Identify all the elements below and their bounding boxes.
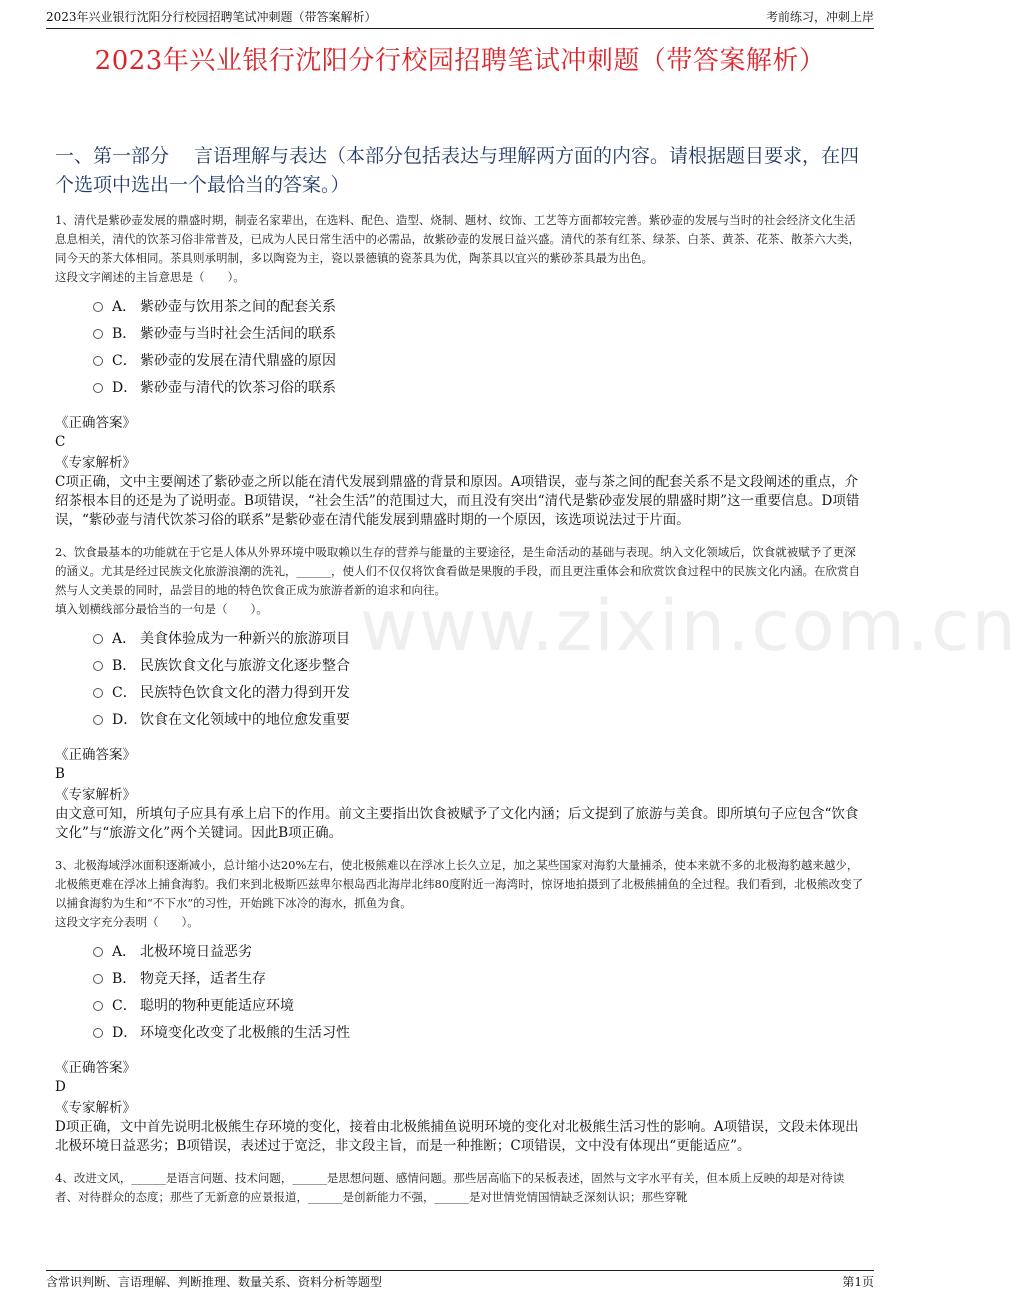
explanation-text: D项正确，文中首先说明北极熊生存环境的变化，接着由北极熊捕鱼说明环境的变化对北极熊生活习性的影响。A项错误，文段未体现出北极环境日益恶劣；B项错误，表述过于宽泛，非文段主旨，而是一种推断；C项错误，文中没有体现出“更能适应”。	[55, 1119, 859, 1154]
header-right-text: 考前练习，冲刺上岸	[765, 10, 874, 24]
page-header	[46, 8, 874, 29]
watermark: www.zixin.com.cn	[360, 585, 1018, 667]
option-letter: B．	[112, 970, 137, 987]
option-c[interactable]	[93, 991, 865, 1018]
option-b[interactable]	[93, 319, 865, 346]
option-text: 物竞天择，适者生存	[140, 970, 266, 987]
option-text: 紫砂壶与当时社会生活间的联系	[140, 325, 336, 342]
option-text: 紫砂壶的发展在清代鼎盛的原因	[140, 352, 336, 369]
radio-icon[interactable]	[93, 947, 103, 957]
answer-label: 《正确答案》	[55, 415, 136, 431]
option-text: 环境变化改变了北极熊的生活习性	[140, 1024, 350, 1041]
option-letter: C．	[112, 997, 137, 1014]
option-letter: A．	[112, 943, 137, 960]
header-left-text: 2023年兴业银行沈阳分行校园招聘笔试冲刺题（带答案解析）	[46, 10, 377, 24]
page-number: 第1页	[842, 1275, 874, 1289]
option-list	[93, 292, 865, 400]
option-list	[93, 937, 865, 1045]
explanation-text: 由文意可知，所填句子应具有承上启下的作用。前文主要指出饮食被赋予了文化内涵；后文提到了旅游与美食。即所填句子应包含“饮食文化”与“旅游文化”两个关键词。因此B项正确。	[55, 806, 859, 841]
option-letter: C．	[112, 352, 137, 369]
answer-value: C	[55, 434, 66, 450]
section-heading: 一、第一部分 言语理解与表达（本部分包括表达与理解两方面的内容。请根据题目要求，在四个选项中选出一个最恰当的答案。）	[55, 145, 860, 196]
option-letter: B．	[112, 657, 137, 674]
option-b[interactable]	[93, 651, 865, 678]
option-letter: A．	[112, 298, 137, 315]
option-text: 民族特色饮食文化的潜力得到开发	[140, 684, 350, 701]
question-prompt: 这段文字阐述的主旨意思是（ ）。	[55, 270, 245, 284]
option-text: 民族饮食文化与旅游文化逐步整合	[140, 657, 350, 674]
option-b[interactable]	[93, 964, 865, 991]
radio-icon[interactable]	[93, 688, 103, 698]
option-d[interactable]	[93, 373, 865, 400]
question-2	[55, 543, 865, 843]
question-text: 4、改进文风，______是语言问题、技术问题，______是思想问题、感情问题。那些居高临下的呆板表述，固然与文字水平有关，但本质上反映的却是对待读者、对待群众的态度；那些了无新意的应景报道，______是创新能力不强，______是对世情党情国情缺乏深刻认识；那些穿靴	[55, 1171, 845, 1204]
document-title: 2023年兴业银行沈阳分行校园招聘笔试冲刺题（带答案解析）	[94, 46, 826, 76]
option-a[interactable]	[93, 624, 865, 651]
option-c[interactable]	[93, 678, 865, 705]
option-text: 饮食在文化领域中的地位愈发重要	[140, 711, 350, 728]
explanation-label: 《专家解析》	[55, 455, 136, 471]
question-list	[55, 211, 865, 1207]
question-text: 2、饮食最基本的功能就在于它是人体从外界环境中吸取赖以生存的营养与能量的主要途径，是生命活动的基础与表现。纳入文化领域后，饮食就被赋予了更深的涵义。尤其是经过民族文化旅游浪潮的洗礼，______，使人们不仅仅将饮食看做是果腹的手段，而且更注重体会和欣赏饮食过程中的民族文化内涵。在欣赏自然与人文美景的同时，品尝目的地的特色饮食正成为旅游者新的追求和向往。	[55, 545, 860, 597]
question-1	[55, 211, 865, 530]
radio-icon[interactable]	[93, 1001, 103, 1011]
option-letter: C．	[112, 684, 137, 701]
answer-value: B	[55, 766, 65, 782]
radio-icon[interactable]	[93, 302, 103, 312]
radio-icon[interactable]	[93, 715, 103, 725]
option-d[interactable]	[93, 705, 865, 732]
option-letter: D．	[112, 379, 138, 396]
radio-icon[interactable]	[93, 974, 103, 984]
option-letter: D．	[112, 711, 138, 728]
answer-label: 《正确答案》	[55, 747, 136, 763]
option-letter: A．	[112, 630, 137, 647]
option-list	[93, 624, 865, 732]
option-c[interactable]	[93, 346, 865, 373]
option-d[interactable]	[93, 1018, 865, 1045]
answer-value: D	[55, 1079, 66, 1095]
option-letter: D．	[112, 1024, 138, 1041]
question-prompt: 这段文字充分表明（ ）。	[55, 915, 199, 929]
answer-label: 《正确答案》	[55, 1060, 136, 1076]
radio-icon[interactable]	[93, 1028, 103, 1038]
radio-icon[interactable]	[93, 661, 103, 671]
option-a[interactable]	[93, 292, 865, 319]
question-prompt: 填入划横线部分最恰当的一句是（ ）。	[55, 602, 268, 616]
option-text: 聪明的物种更能适应环境	[140, 997, 294, 1014]
question-3	[55, 856, 865, 1156]
question-text: 1、清代是紫砂壶发展的鼎盛时期，制壶名家辈出，在选料、配色、造型、烧制、题材、纹饰、工艺等方面都较完善。紫砂壶的发展与当时的社会经济文化生活息息相关，清代的饮茶习俗非常普及，已成为人民日常生活中的必需品，故紫砂壶的发展日益兴盛。清代的茶有红茶、绿茶、白茶、黄茶、花茶、散茶六大类，同今天的茶大体相同。茶具则承明制，多以陶瓷为主，瓷以景德镇的瓷茶具为优，陶茶具以宜兴的紫砂茶具最为出色。	[55, 213, 860, 265]
radio-icon[interactable]	[93, 356, 103, 366]
option-letter: B．	[112, 325, 137, 342]
footer-left-text: 含常识判断、言语理解、判断推理、数量关系、资料分析等题型	[46, 1275, 383, 1289]
option-text: 紫砂壶与清代的饮茶习俗的联系	[140, 379, 336, 396]
radio-icon[interactable]	[93, 634, 103, 644]
page-footer	[46, 1270, 874, 1291]
explanation-text: C项正确，文中主要阐述了紫砂壶之所以能在清代发展到鼎盛的背景和原因。A项错误，壶与茶之间的配套关系不是文段阐述的重点，介绍茶根本目的还是为了说明壶。B项错误，“社会生活”的范围过大，而且没有突出“清代是紫砂壶发展的鼎盛时期”这一重要信息。D项错误，“紫砂壶与清代饮茶习俗的联系”是紫砂壶在清代能发展到鼎盛时期的一个原因，该选项说法过于片面。	[55, 474, 860, 528]
explanation-label: 《专家解析》	[55, 1100, 136, 1116]
explanation-label: 《专家解析》	[55, 787, 136, 803]
option-a[interactable]	[93, 937, 865, 964]
option-text: 北极环境日益恶劣	[140, 943, 252, 960]
option-text: 美食体验成为一种新兴的旅游项目	[140, 630, 350, 647]
question-text: 3、北极海域浮冰面积逐渐减小，总计缩小达20%左右，使北极熊难以在浮冰上长久立足，加之某些国家对海豹大量捕杀，使本来就不多的北极海豹越来越少，北极熊更难在浮冰上捕食海豹。我们来到北极斯匹兹卑尔根岛西北海岸北纬80度附近一海湾时，惊讶地拍摄到了北极熊捕鱼的全过程。我们看到，北极熊改变了以捕食海豹为生和“不下水”的习性，开始跳下冰冷的海水，抓鱼为食。	[55, 858, 864, 910]
question-4	[55, 1169, 865, 1207]
radio-icon[interactable]	[93, 329, 103, 339]
option-text: 紫砂壶与饮用茶之间的配套关系	[140, 298, 336, 315]
radio-icon[interactable]	[93, 383, 103, 393]
